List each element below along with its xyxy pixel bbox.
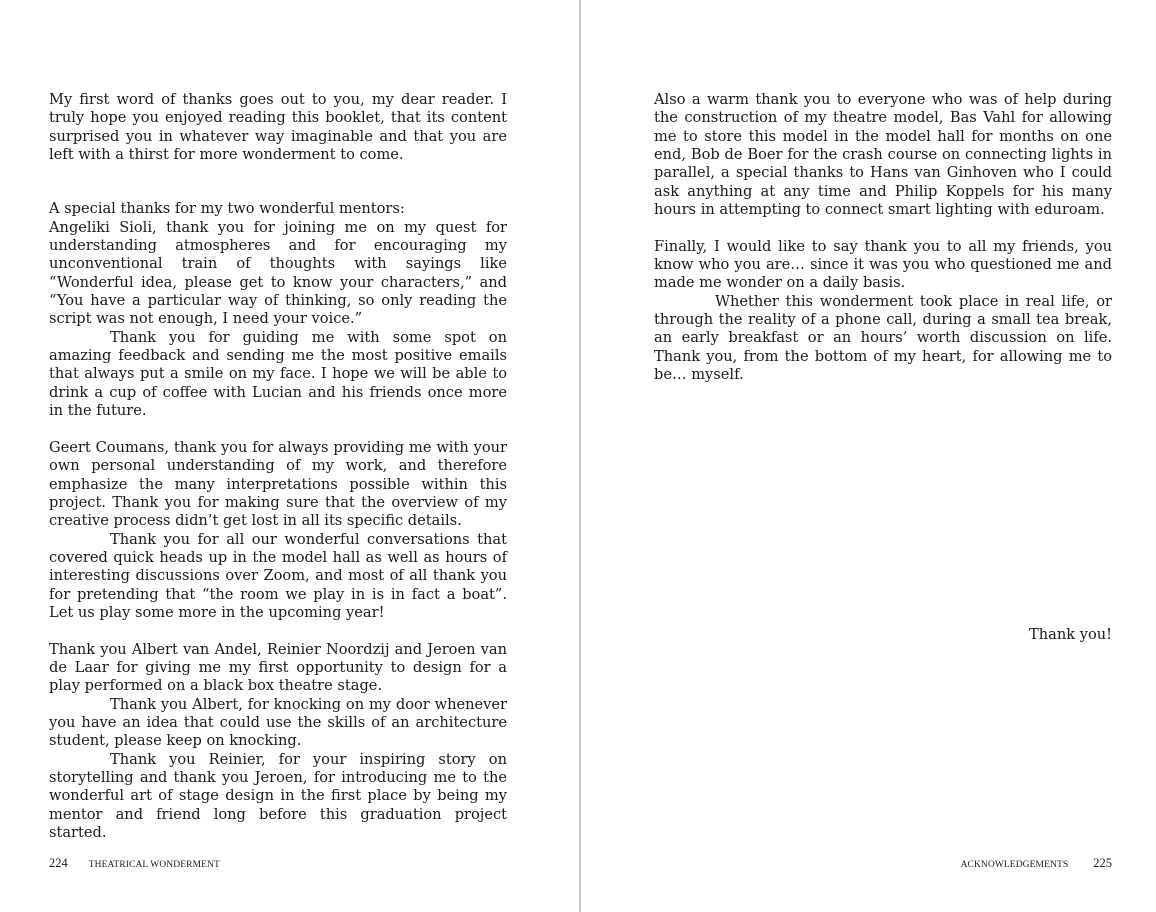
left-paragraph-sioli-feedback: Thank you for guiding me with some spot on amazing feedback and sending me the most positive emails that always put a smile on my face. I hope we will be able to drink a cup of coffee with Lucian and his friends once more in the future. [49, 328, 507, 420]
left-page-number: 224 [49, 856, 68, 870]
right-page-body [654, 91, 1112, 385]
closing-thank-you: Thank you! [1028, 626, 1112, 643]
left-paragraph-mentors-heading: A special thanks for my two wonderful mentors: [49, 200, 405, 218]
right-page-footer [961, 856, 1112, 871]
left-paragraph-theatre-crew: Thank you Albert van Andel, Reinier Noordzij and Jeroen van de Laar for giving me my first opportunity to design for a play performed on a black box theatre stage. [49, 640, 507, 695]
page-gutter [579, 0, 581, 912]
left-page-body [49, 91, 507, 842]
left-paragraph-reader: My first word of thanks goes out to you, my dear reader. I truly hope you enjoyed reading this booklet, that its content surprised you in whatever way imaginable and that you are left with a thirst for more wonderment to come. [49, 91, 507, 164]
right-paragraph-model-help: Also a warm thank you to everyone who was of help during the construction of my theatre model, Bas Vahl for allowing me to store this model in the model hall for months on one end, Bob de Boer for the crash course on connecting lights in parallel, a special thanks to Hans van Ginhoven who I could ask anything at any time and Philip Koppels for his many hours in attempting to connect smart lighting with eduroam. [654, 91, 1112, 219]
right-page-number: 225 [1093, 856, 1112, 870]
left-paragraph-reinier-jeroen: Thank you Reinier, for your inspiring story on storytelling and thank you Jeroen, for introducing me to the wonderful art of stage design in the first place by being my mentor and friend long before this graduation project started. [49, 750, 507, 842]
left-paragraph-coumans: Geert Coumans, thank you for always providing me with your own personal understanding of my work, and therefore emphasize the many interpretations possible within this project. Thank you for making sure that the overview of my creative process didn’t get lost in all its specific details. [49, 438, 507, 530]
left-paragraph-albert: Thank you Albert, for knocking on my door whenever you have an idea that could use the skills of an architecture student, please keep on knocking. [49, 695, 507, 750]
right-paragraph-friends: Finally, I would like to say thank you to all my friends, you know who you are… since it was you who questioned me and made me wonder on a daily basis. [654, 237, 1112, 292]
left-paragraph-coumans-conversations: Thank you for all our wonderful conversations that covered quick heads up in the model hall as well as hours of interesting discussions over Zoom, and most of all thank you for pretending that “the room we play in is in fact a boat”. Let us play some more in the upcoming year! [49, 530, 507, 621]
left-page-footer [49, 856, 220, 871]
right-paragraph-wonderment: Whether this wonderment took place in real life, or through the reality of a phone call, during a small tea break, an early breakfast or an hours’ worth discussion on life. Thank you, from the bottom of my heart, for allowing me to be… myself. [654, 292, 1112, 384]
left-running-title: THEATRICAL WONDERMENT [88, 860, 220, 870]
right-running-title: ACKNOWLEDGEMENTS [960, 860, 1069, 870]
left-paragraph-sioli: Angeliki Sioli, thank you for joining me on my quest for understanding atmospheres and for encouraging my unconventional train of thoughts with sayings like “Wonderful idea, please get to know your characters,” and “You have a particular way of thinking, so only reading the script was not enough, I need your voice.” [49, 218, 507, 328]
